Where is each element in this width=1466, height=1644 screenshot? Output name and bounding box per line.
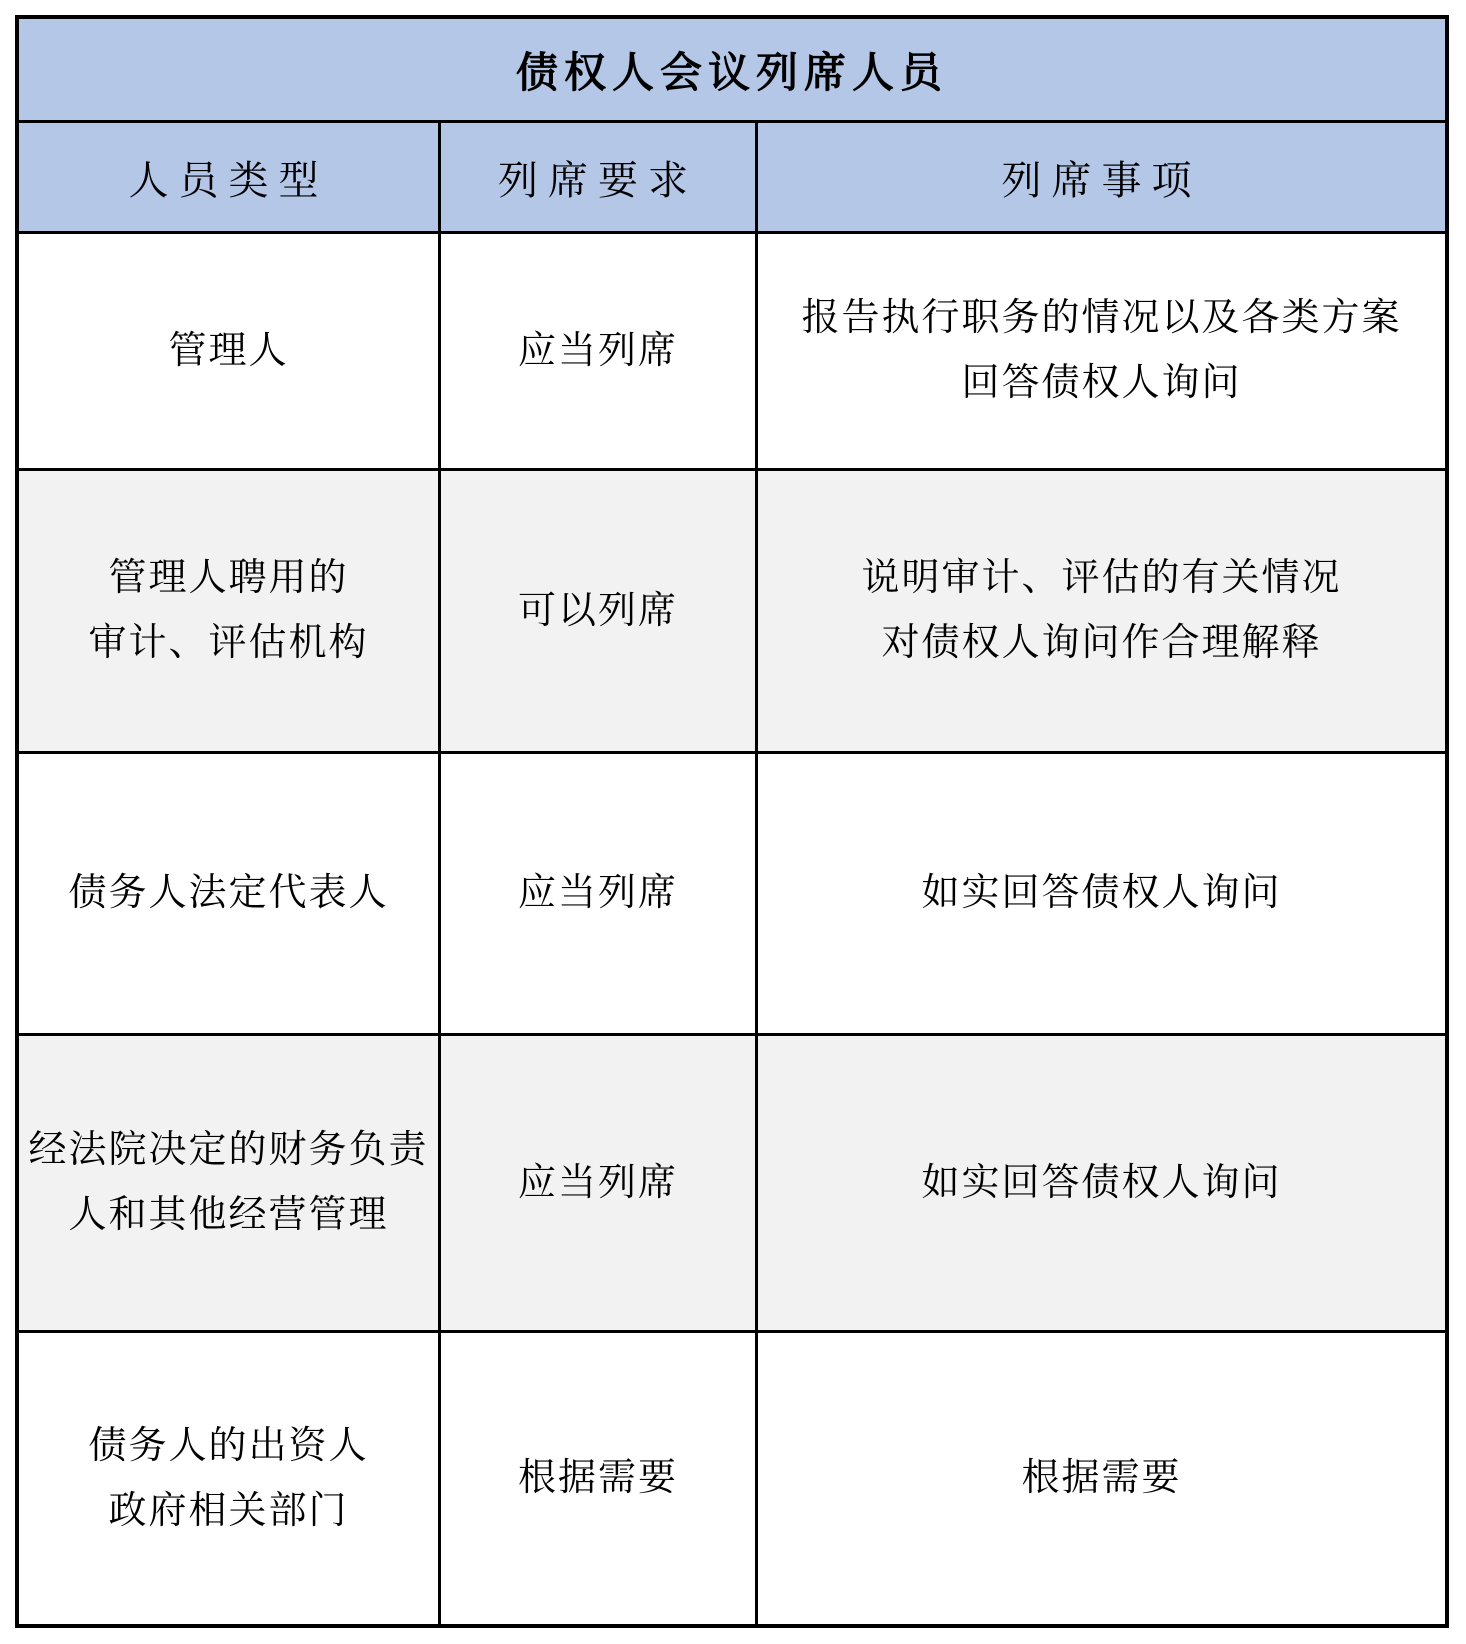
cell-requirement bbox=[438, 1333, 755, 1624]
cell-text-line: 经法院决定的财务负责 bbox=[28, 1129, 429, 1172]
cell-matters bbox=[755, 1333, 1445, 1624]
cell-text-line: 对债权人询问作合理解释 bbox=[881, 622, 1322, 664]
cell-text-line: 根据需要 bbox=[517, 1457, 678, 1500]
column-header-person-type: 人员类型 bbox=[128, 158, 329, 203]
table-header-row bbox=[19, 120, 1445, 231]
cell-text-line: 可以列席 bbox=[517, 589, 678, 632]
cell-text-line: 应当列席 bbox=[517, 329, 678, 372]
cell-text-line: 根据需要 bbox=[1021, 1457, 1182, 1500]
cell-matters bbox=[755, 234, 1445, 468]
cell-text-line: 说明审计、评估的有关情况 bbox=[861, 557, 1342, 600]
cell-text-line: 管理人 bbox=[168, 329, 289, 372]
creditors-meeting-attendees-table bbox=[15, 15, 1449, 1628]
cell-type bbox=[19, 471, 438, 751]
cell-requirement bbox=[438, 754, 755, 1033]
table-title-row bbox=[19, 19, 1445, 120]
cell-text-line: 管理人聘用的 bbox=[108, 557, 349, 600]
cell-text-line: 如实回答债权人询问 bbox=[921, 872, 1282, 915]
cell-text-line: 政府相关部门 bbox=[108, 1489, 349, 1532]
cell-requirement bbox=[438, 234, 755, 468]
cell-type bbox=[19, 1036, 438, 1330]
cell-type bbox=[19, 1333, 438, 1624]
cell-type bbox=[19, 234, 438, 468]
cell-matters bbox=[755, 754, 1445, 1033]
cell-requirement bbox=[438, 1036, 755, 1330]
cell-text-line: 回答债权人询问 bbox=[961, 362, 1242, 404]
cell-type bbox=[19, 754, 438, 1033]
column-header-attendance-requirement: 列席要求 bbox=[438, 123, 755, 231]
cell-text-line: 应当列席 bbox=[517, 872, 678, 915]
cell-matters bbox=[755, 1036, 1445, 1330]
cell-matters bbox=[755, 471, 1445, 751]
cell-text-line: 审计、评估机构 bbox=[88, 622, 369, 664]
table-row-financial-managers bbox=[19, 1033, 1445, 1330]
table-row-legal-representative bbox=[19, 751, 1445, 1033]
cell-text-line: 应当列席 bbox=[517, 1161, 678, 1204]
table-row-investors-government bbox=[19, 1330, 1445, 1624]
table-row-administrator bbox=[19, 231, 1445, 468]
column-header-attendance-matters: 列席事项 bbox=[755, 123, 1445, 231]
table-row-audit-appraisal-agency bbox=[19, 468, 1445, 751]
cell-requirement bbox=[438, 471, 755, 751]
table-title: 债权人会议列席人员 bbox=[515, 48, 948, 96]
cell-text-line: 债务人法定代表人 bbox=[68, 872, 389, 915]
cell-text-line: 人和其他经营管理 bbox=[68, 1194, 389, 1236]
cell-text-line: 如实回答债权人询问 bbox=[921, 1161, 1282, 1204]
cell-text-line: 债务人的出资人 bbox=[88, 1424, 369, 1467]
cell-text-line: 报告执行职务的情况以及各类方案 bbox=[801, 297, 1402, 340]
